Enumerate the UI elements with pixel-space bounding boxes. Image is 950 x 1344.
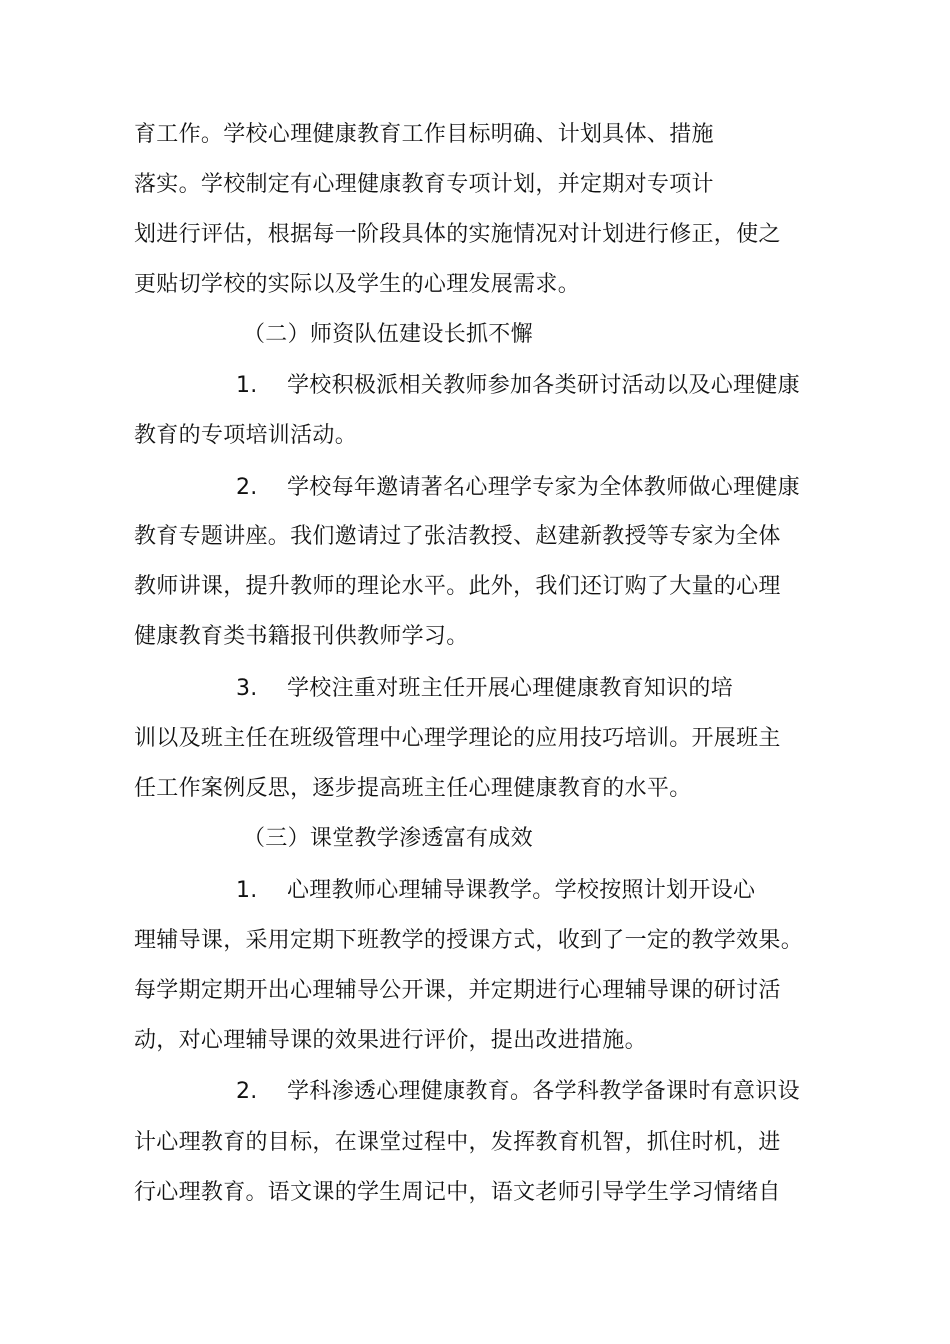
paragraph-line: 动，对心理辅导课的效果进行评价，提出改进措施。 <box>134 1028 647 1053</box>
list-item <box>236 473 800 503</box>
paragraph-line: 划进行评估，根据每一阶段具体的实施情况对计划进行修正，使之 <box>134 222 781 247</box>
list-number: 2. <box>236 475 258 500</box>
list-item-text: 学校注重对班主任开展心理健康教育知识的培 <box>287 676 734 701</box>
paragraph-line: 教育专题讲座。我们邀请过了张洁教授、赵建新教授等专家为全体 <box>134 524 781 549</box>
paragraph-line: 行心理教育。语文课的学生周记中，语文老师引导学生学习情绪自 <box>134 1180 781 1205</box>
list-item <box>236 876 755 906</box>
paragraph-line: 更贴切学校的实际以及学生的心理发展需求。 <box>134 272 581 297</box>
list-number: 2. <box>236 1079 258 1104</box>
list-item-text: 心理教师心理辅导课教学。学校按照计划开设心 <box>287 878 756 903</box>
list-number: 3. <box>236 676 258 701</box>
list-item-text: 学科渗透心理健康教育。各学科教学备课时有意识设 <box>287 1079 800 1104</box>
list-item <box>236 674 733 704</box>
paragraph-line: 理辅导课，采用定期下班教学的授课方式，收到了一定的教学效果。 <box>134 928 804 953</box>
paragraph-line: 教师讲课，提升教师的理论水平。此外，我们还订购了大量的心理 <box>134 574 781 599</box>
paragraph-line: 任工作案例反思，逐步提高班主任心理健康教育的水平。 <box>134 776 692 801</box>
paragraph-line: 育工作。学校心理健康教育工作目标明确、计划具体、措施 <box>134 122 714 147</box>
paragraph-line: 每学期定期开出心理辅导公开课，并定期进行心理辅导课的研讨活 <box>134 978 781 1003</box>
section-heading: （三）课堂教学渗透富有成效 <box>243 826 533 851</box>
list-number: 1. <box>236 878 258 903</box>
paragraph-line: 训以及班主任在班级管理中心理学理论的应用技巧培训。开展班主 <box>134 726 781 751</box>
paragraph-line: 计心理教育的目标，在课堂过程中，发挥教育机智，抓住时机，进 <box>134 1130 781 1155</box>
list-item <box>236 1077 800 1107</box>
list-item-text: 学校每年邀请著名心理学专家为全体教师做心理健康 <box>287 475 800 500</box>
paragraph-line: 健康教育类书籍报刊供教师学习。 <box>134 624 469 649</box>
list-number: 1. <box>236 373 258 398</box>
section-heading: （二）师资队伍建设长抓不懈 <box>243 322 533 347</box>
list-item-text: 学校积极派相关教师参加各类研讨活动以及心理健康 <box>287 373 800 398</box>
paragraph-line: 落实。学校制定有心理健康教育专项计划，并定期对专项计 <box>134 172 714 197</box>
paragraph-line: 教育的专项培训活动。 <box>134 423 358 448</box>
list-item <box>236 371 800 401</box>
